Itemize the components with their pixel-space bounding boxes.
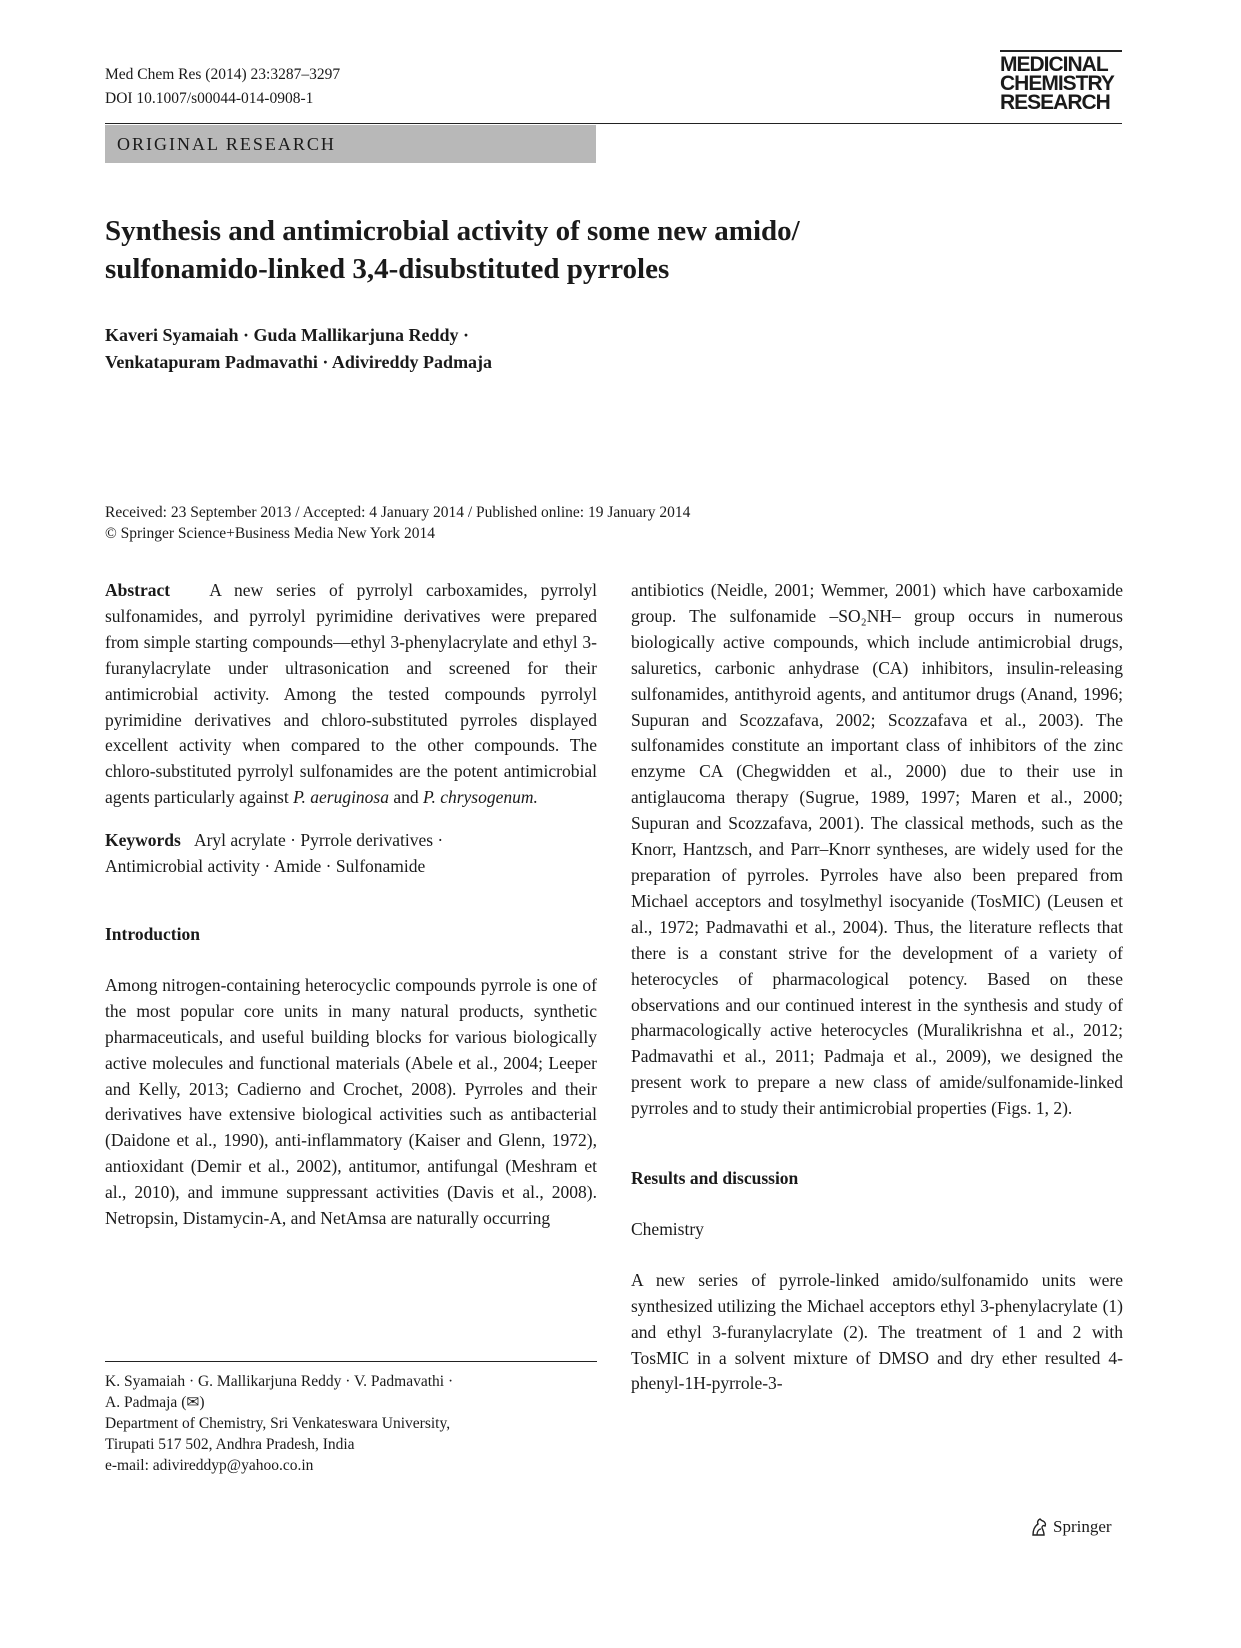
publisher-name: Springer	[1053, 1517, 1112, 1536]
footnote-divider	[105, 1361, 597, 1362]
chemistry-subheading: Chemistry	[631, 1218, 704, 1239]
logo-line: RESEARCH	[1000, 91, 1110, 114]
author-line: Kaveri Syamaiah · Guda Mallikarjuna Reddy ·	[105, 325, 470, 345]
dates: Received: 23 September 2013 / Accepted: 4 January 2014 / Published online: 19 January 2014	[105, 504, 691, 521]
abstract-label: Abstract	[105, 580, 171, 600]
keywords-line: Aryl acrylate · Pyrrole derivatives ·	[193, 830, 444, 851]
address: Tirupati 517 502, Andhra Pradesh, India	[105, 1436, 355, 1453]
author-affiliation	[105, 1371, 597, 1476]
doi: DOI 10.1007/s00044-014-0908-1	[105, 90, 314, 107]
keywords	[105, 828, 597, 880]
journal-citation: Med Chem Res (2014) 23:3287–3297	[105, 66, 341, 83]
article-type-band: ORIGINAL RESEARCH	[105, 125, 596, 163]
left-column	[105, 578, 597, 1232]
journal-reference	[105, 63, 340, 111]
introduction-continued: antibiotics (Neidle, 2001; Wemmer, 2001) which have carboxamide group. The sulfonamide –SO₂NH– group occurs in numerous biologically active compounds, which include antimicrobial drugs, saluretics, carbonic anhydrase (CA) inhibitors, insulin-releasing sulfonamides, antithyroid agents, and antitumor drugs (Anand, 1996; Supuran and Scozzafava, 2002; Scozzafava et al., 2003). The sulfonamides constitute an important class of inhibitors of the zinc enzyme CA (Chegwidden et al., 2000) due to their use in antiglaucoma therapy (Sugrue, 1989, 1997; Maren et al., 2000; Supuran and Scozzafava, 2001). The classical methods, such as the Knorr, Hantzsch, and Parr–Knorr syntheses, are widely used for the preparation of pyrroles. Pyrroles have also been prepared from Michael acceptors and tosylmethyl isocyanide (TosMIC) (Leusen et al., 1972; Padmavathi et al., 2004). Thus, the literature reflects that there is a constant strive for the development of a variety of heterocycles of pharmacological potency. Based on these observations and our continued interest in the synthesis and study of pharmacologically active heterocycles (Muralikrishna et al., 2012; Padmavathi et al., 2011; Padmaja et al., 2009), we designed the present work to prepare a new class of amide/sulfonamide-linked pyrroles and to study their antimicrobial properties (Figs. 1, 2).	[631, 580, 1123, 1119]
footnote-authors: K. Syamaiah · G. Mallikarjuna Reddy · V. Padmavathi ·	[105, 1373, 454, 1390]
copyright: © Springer Science+Business Media New York 2014	[105, 525, 436, 542]
abstract	[105, 578, 597, 811]
chemistry-paragraph: A new series of pyrrole-linked amido/sulfonamido units were synthesized utilizing the Michael acceptors ethyl 3-phenylacrylate (1) and ethyl 3-furanylacrylate (2). The treatment of 1 and 2 with TosMIC in a solvent mixture of DMSO and dry ether resulted 4-phenyl-1H-pyrrole-3-	[631, 1269, 1123, 1394]
article-title	[105, 212, 1105, 288]
journal-logo	[1000, 50, 1122, 112]
keywords-line: Antimicrobial activity · Amide · Sulfonamide	[105, 856, 426, 877]
keywords-label: Keywords	[105, 830, 181, 851]
publication-history	[105, 502, 1105, 544]
header-divider	[105, 123, 1122, 124]
envelope-icon: ✉	[186, 1394, 200, 1411]
corresponding-author: A. Padmaja (✉)	[105, 1394, 205, 1411]
springer-horse-icon	[1030, 1517, 1048, 1537]
abstract-and: and	[389, 787, 424, 808]
email[interactable]: e-mail: adivireddyp@yahoo.co.in	[105, 1457, 314, 1474]
organism-name: P. chrysogenum.	[423, 787, 538, 808]
abstract-text: A new series of pyrrolyl carboxamides, pyrrolyl sulfonamides, and pyrrolyl pyrimidine derivatives were prepared from simple starting compounds—ethyl 3-phenylacrylate and ethyl 3-furanylacrylate under ultrasonication and screened for their antimicrobial activity. Among the tested compounds pyrrolyl pyrimidine derivatives and chloro-substituted pyrroles displayed excellent activity when compared to the other compounds. The chloro-substituted pyrrolyl sulfonamides are the potent antimicrobial agents particularly against	[105, 580, 597, 808]
logo-line: MEDICINAL	[1000, 53, 1108, 76]
title-line: sulfonamido-linked 3,4-disubstituted pyrroles	[105, 253, 670, 285]
department: Department of Chemistry, Sri Venkateswara University,	[105, 1415, 451, 1432]
introduction-heading: Introduction	[105, 923, 200, 944]
title-line: Synthesis and antimicrobial activity of some new amido/	[105, 215, 800, 247]
introduction-paragraph: Among nitrogen-containing heterocyclic compounds pyrrole is one of the most popular core units in many natural products, synthetic pharmaceuticals, and useful building blocks for various biologically active molecules and functional materials (Abele et al., 2004; Leeper and Kelly, 2013; Cadierno and Crochet, 2008). Pyrroles and their derivatives have extensive biological activities such as antibacterial (Daidone et al., 1990), anti-inflammatory (Kaiser and Glenn, 1972), antioxidant (Demir et al., 2002), antitumor, antifungal (Meshram et al., 2010), and immune suppressant activities (Davis et al., 2008). Netropsin, Distamycin-A, and NetAmsa are naturally occurring	[105, 974, 597, 1229]
author-list	[105, 322, 805, 376]
right-column	[631, 578, 1123, 1397]
publisher-mark	[1030, 1517, 1112, 1537]
author-line: Venkatapuram Padmavathi · Adivireddy Padmaja	[105, 352, 493, 372]
results-heading: Results and discussion	[631, 1168, 799, 1189]
corresponding-name: A. Padmaja	[105, 1394, 178, 1411]
logo-line: CHEMISTRY	[1000, 72, 1114, 95]
organism-name: P. aeruginosa	[293, 787, 389, 808]
